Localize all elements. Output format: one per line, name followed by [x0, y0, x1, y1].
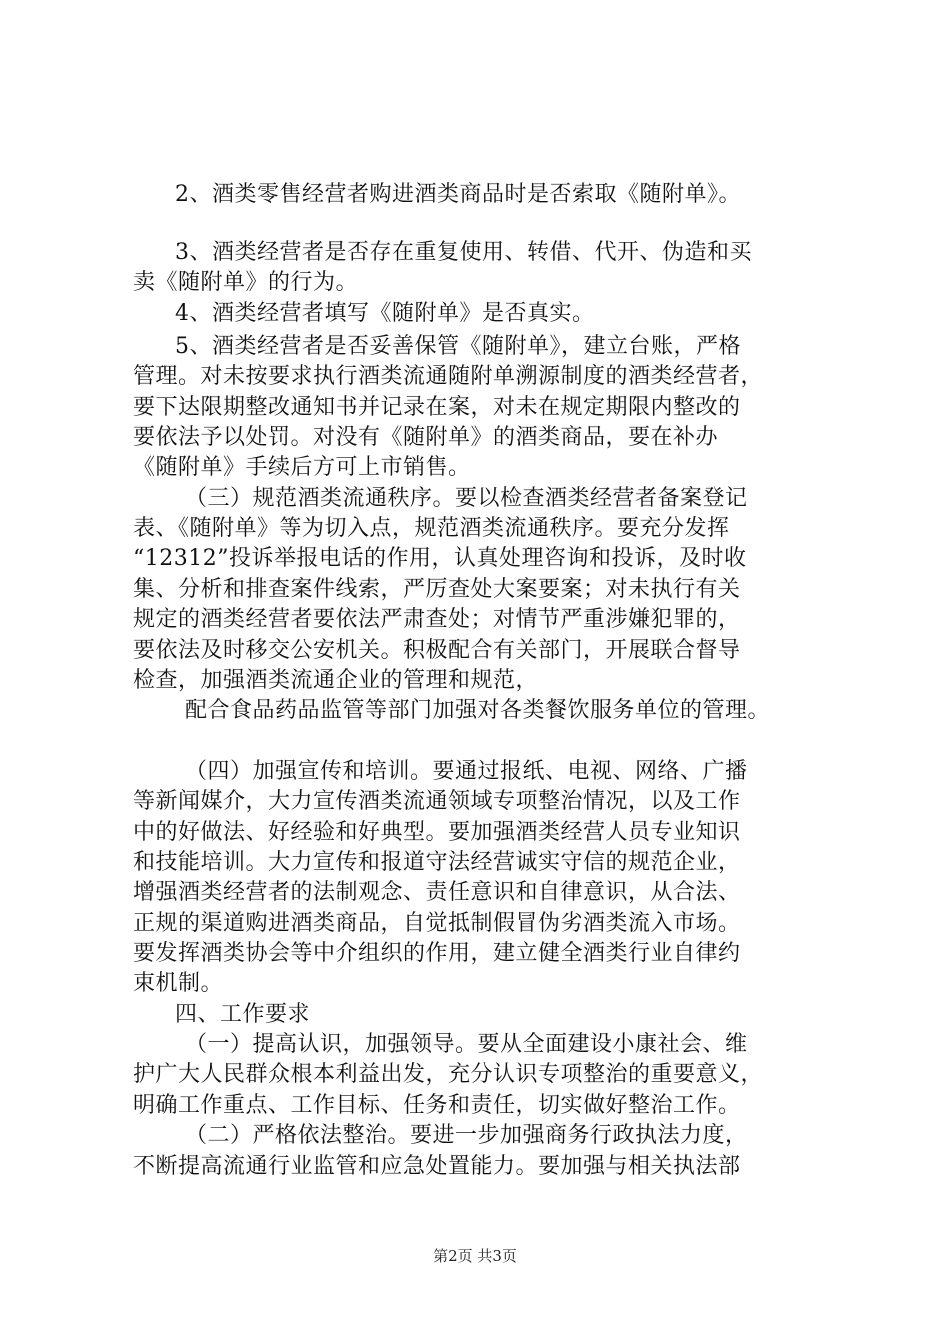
paragraph-line: 护广大人民群众根本利益出发，充分认识专项整治的重要意义，: [133, 1062, 764, 1087]
paragraph-line: 要下达限期整改通知书并记录在案，对未在规定期限内整改的: [133, 395, 741, 420]
paragraph-line: 集、分析和排查案件线索，严厉查处大案要案；对未执行有关: [133, 577, 741, 602]
paragraph-line: 4、酒类经营者填写《随附单》是否真实。: [175, 301, 595, 326]
paragraph-line: “12312”投诉举报电话的作用，认真处理咨询和投诉，及时收: [133, 546, 747, 571]
paragraph-line: 5、酒类经营者是否妥善保管《随附单》，建立台账，严格: [175, 334, 741, 359]
paragraph-line: 要发挥酒类协会等中介组织的作用，建立健全酒类行业自律约: [133, 941, 741, 966]
section-heading: 四、工作要求: [175, 1002, 311, 1027]
paragraph-line: 要依法予以处罚。对没有《随附单》的酒类商品，要在补办: [133, 425, 719, 450]
paragraph-line: 要依法及时移交公安机关。积极配合有关部门，开展联合督导: [133, 638, 741, 663]
paragraph-line: （四）加强宣传和培训。要通过报纸、电视、网络、广播: [185, 759, 748, 784]
paragraph-line: （二）严格依法整治。要进一步加强商务行政执法力度，: [185, 1123, 748, 1148]
paragraph-line: 3、酒类经营者是否存在重复使用、转借、代开、伪造和买: [175, 240, 752, 265]
page-footer: 第2页 共3页: [433, 1247, 517, 1265]
paragraph-line: 规定的酒类经营者要依法严肃查处；对情节严重涉嫌犯罪的，: [133, 607, 741, 632]
paragraph-line: 2、酒类零售经营者购进酒类商品时是否索取《随附单》。: [175, 182, 741, 207]
paragraph-line: 中的好做法、好经验和好典型。要加强酒类经营人员专业知识: [133, 820, 741, 845]
paragraph-line: 不断提高流通行业监管和应急处置能力。要加强与相关执法部: [133, 1154, 741, 1179]
paragraph-line: 配合食品药品监管等部门加强对各类餐饮服务单位的管理。: [185, 698, 771, 723]
paragraph-line: （三）规范酒类流通秩序。要以检查酒类经营者备案登记: [185, 486, 748, 511]
paragraph-line: 管理。对未按要求执行酒类流通随附单溯源制度的酒类经营者，: [133, 364, 764, 389]
paragraph-line: 增强酒类经营者的法制观念、责任意识和自律意识，从合法、: [133, 880, 741, 905]
paragraph-line: （一）提高认识，加强领导。要从全面建设小康社会、维: [185, 1032, 748, 1057]
paragraph-line: 等新闻媒介，大力宣传酒类流通领域专项整治情况，以及工作: [133, 789, 741, 814]
paragraph-line: 和技能培训。大力宣传和报道守法经营诚实守信的规范企业，: [133, 850, 741, 875]
paragraph-line: 卖《随附单》的行为。: [133, 270, 359, 295]
paragraph-line: 正规的渠道购进酒类商品，自觉抵制假冒伪劣酒类流入市场。: [133, 911, 741, 936]
paragraph-line: 束机制。: [133, 971, 224, 996]
paragraph-line: 《随附单》手续后方可上市销售。: [133, 455, 471, 480]
paragraph-line: 检查，加强酒类流通企业的管理和规范，: [133, 668, 539, 693]
paragraph-line: 明确工作重点、工作目标、任务和责任，切实做好整治工作。: [133, 1093, 741, 1118]
paragraph-line: 表、《随附单》等为切入点，规范酒类流通秩序。要充分发挥: [133, 516, 730, 541]
